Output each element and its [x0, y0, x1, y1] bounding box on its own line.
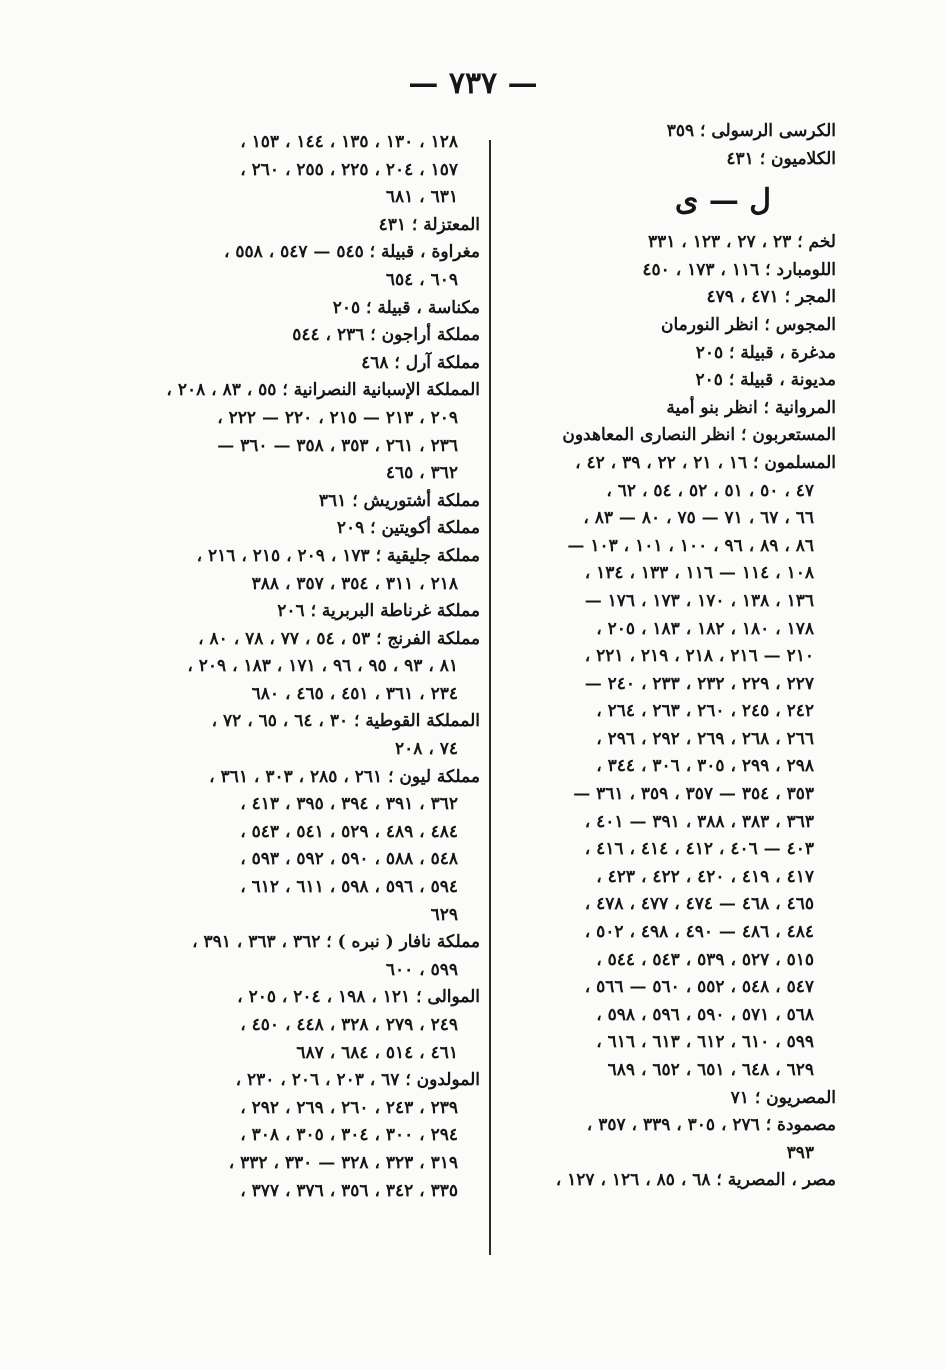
- index-entry: المسلمون ؛ ١٦ ، ٢١ ، ٢٢ ، ٣٩ ، ٤٢ ،: [575, 452, 836, 473]
- index-entry: مملكة آرل ؛ ٤٦٨: [361, 352, 480, 373]
- index-entry-continuation: ٤٦٥ ، ٤٦٨ — ٤٧٤ ، ٤٧٧ ، ٤٧٨ ،: [584, 894, 814, 915]
- index-entry-continuation: ١٢٨ ، ١٣٠ ، ١٣٥ ، ١٤٤ ، ١٥٣ ،: [240, 132, 458, 152]
- index-entry: مملكة جليقية ؛ ١٧٣ ، ٢٠٩ ، ٢١٥ ، ٢١٦ ،: [196, 545, 480, 566]
- index-entry: المروانية ؛ انظر بنو أمية: [666, 397, 836, 418]
- index-entry-continuation: ٢٣٦ ، ٢٦١ ، ٣٥٣ ، ٣٥٨ — ٣٦٠ —: [217, 435, 458, 456]
- index-entry: مملكة نافار ( نبره ) ؛ ٣٦٢ ، ٣٦٣ ، ٣٩١ ،: [192, 932, 480, 953]
- index-entry: المعتزلة ؛ ٤٣١: [378, 214, 480, 235]
- index-entry: مملكة أكويتين ؛ ٢٠٩: [336, 518, 480, 539]
- index-entry-continuation: ٤٨٤ ، ٤٨٦ — ٤٩٠ ، ٤٩٨ ، ٥٠٢ ،: [584, 922, 814, 943]
- index-entry: مملكة ليون ؛ ٢٦١ ، ٢٨٥ ، ٣٠٣ ، ٣٦١ ،: [209, 766, 480, 787]
- index-entry: مملكة الفرنج ؛ ٥٣ ، ٥٤ ، ٧٧ ، ٧٨ ، ٨٠ ،: [198, 628, 480, 649]
- index-entry-continuation: ٥١٥ ، ٥٢٧ ، ٥٣٩ ، ٥٤٣ ، ٥٤٤ ،: [596, 949, 814, 970]
- index-entry-continuation: ٤١٧ ، ٤١٩ ، ٤٢٠ ، ٤٢٢ ، ٤٢٣ ،: [596, 866, 814, 887]
- index-entry: مصمودة ؛ ٢٧٦ ، ٣٠٥ ، ٣٣٩ ، ٣٥٧ ،: [586, 1115, 836, 1136]
- index-entry-continuation: ٨١ ، ٩٣ ، ٩٥ ، ٩٦ ، ١٧١ ، ١٨٣ ، ٢٠٩ ،: [187, 656, 458, 677]
- index-entry-continuation: ٣٥٣ ، ٣٥٤ — ٣٥٧ ، ٣٥٩ ، ٣٦١ —: [573, 784, 814, 805]
- index-entry-continuation: ٤٠٣ — ٤٠٦ ، ٤١٢ ، ٤١٤ ، ٤١٦ ،: [584, 839, 814, 860]
- index-entry: لخم ؛ ٢٣ ، ٢٧ ، ١٢٣ ، ٣٣١: [647, 232, 836, 253]
- index-entry-continuation: ٥٩٩ ، ٦٠٠: [385, 959, 458, 980]
- index-entry-continuation: ٥٤٧ ، ٥٤٨ ، ٥٥٢ ، ٥٦٠ — ٥٦٦ ،: [584, 977, 814, 998]
- index-entry-continuation: ٦٣١ ، ٦٨١: [385, 187, 458, 208]
- index-entry-continuation: ٢٢٧ ، ٢٢٩ ، ٢٣٢ ، ٢٣٣ ، ٢٤٠ —: [584, 673, 814, 694]
- index-entry: مصر ، المصرية ؛ ٦٨ ، ٨٥ ، ١٢٦ ، ١٢٧ ،: [555, 1170, 836, 1191]
- index-entry: مملكة أراجون ؛ ٢٣٦ ، ٥٤٤: [292, 325, 480, 346]
- index-entry: المجر ؛ ٤٧١ ، ٤٧٩: [706, 287, 836, 308]
- index-entry-continuation: ١٠٨ ، ١١٤ — ١١٦ ، ١٣٣ ، ١٣٤ ،: [584, 563, 814, 584]
- index-entry-continuation: ١٧٨ ، ١٨٠ ، ١٨٢ ، ١٨٣ ، ٢٠٥ ،: [596, 618, 814, 639]
- index-entry-continuation: ٣٣٥ ، ٣٤٢ ، ٣٥٦ ، ٣٧٦ ، ٣٧٧ ،: [240, 1180, 458, 1201]
- left-column: [150, 129, 480, 1205]
- index-entry-continuation: ٤٦١ ، ٥١٤ ، ٦٨٤ ، ٦٨٧: [296, 1042, 458, 1063]
- index-entry: مديونة ، قبيلة ؛ ٢٠٥: [695, 370, 836, 391]
- index-entry: مدغرة ، قبيلة ؛ ٢٠٥: [695, 342, 836, 363]
- index-entry-continuation: ٨٦ ، ٨٩ ، ٩٦ ، ١٠٠ ، ١٠١ ، ١٠٣ —: [567, 535, 814, 556]
- index-entry-continuation: ٣٩٣: [786, 1142, 814, 1163]
- index-entry-continuation: ٦٢٩: [430, 904, 458, 925]
- index-entry: المصريون ؛ ٧١: [730, 1087, 836, 1108]
- index-entry-continuation: ٢٣٩ ، ٢٤٣ ، ٢٦٠ ، ٢٦٩ ، ٢٩٢ ،: [240, 1097, 458, 1118]
- index-entry-continuation: ٢٩٨ ، ٢٩٩ ، ٣٠٥ ، ٣٠٦ ، ٣٤٤ ،: [596, 756, 814, 777]
- index-entry-continuation: ٧٤ ، ٢٠٨: [395, 739, 458, 760]
- index-entry: الموالى ؛ ١٢١ ، ١٩٨ ، ٢٠٤ ، ٢٠٥ ،: [237, 987, 480, 1008]
- index-entry-continuation: ٢١٨ ، ٣١١ ، ٣٥٤ ، ٣٥٧ ، ٣٨٨: [251, 573, 458, 594]
- index-entry-continuation: ٢٦٦ ، ٢٦٨ ، ٢٦٩ ، ٢٩٢ ، ٢٩٦ ،: [596, 728, 814, 749]
- index-entry: الكلاميون ؛ ٤٣١: [726, 148, 836, 169]
- index-entry-continuation: ٥٤٨ ، ٥٨٨ ، ٥٩٠ ، ٥٩٢ ، ٥٩٣ ،: [240, 849, 458, 870]
- index-entry-continuation: ١٥٧ ، ٢٠٤ ، ٢٢٥ ، ٢٥٥ ، ٢٦٠ ،: [240, 159, 458, 180]
- index-entry-continuation: ٦٠٩ ، ٦٥٤: [385, 269, 458, 290]
- index-entry-continuation: ٣٦٢ ، ٤٦٥: [385, 463, 458, 484]
- right-column: [520, 118, 836, 1195]
- index-entry-continuation: ٢٠٩ ، ٢١٣ — ٢١٥ ، ٢٢٠ — ٢٢٢ ،: [217, 407, 458, 428]
- index-entry: مملكة أشتوريش ؛ ٣٦١: [318, 490, 480, 511]
- index-entry: الكرسى الرسولى ؛ ٣٥٩: [666, 121, 836, 141]
- index-entry-continuation: ٣٦٣ ، ٣٨٣ ، ٣٨٨ ، ٣٩١ — ٤٠١ ،: [584, 811, 814, 832]
- index-entry: اللومبارد ؛ ١١٦ ، ١٧٣ ، ٤٥٠: [642, 259, 836, 280]
- index-entry: المملكة القوطية ؛ ٣٠ ، ٦٤ ، ٦٥ ، ٧٢ ،: [211, 711, 480, 732]
- index-entry-continuation: ٢١٠ — ٢١٦ ، ٢١٨ ، ٢١٩ ، ٢٢١ ،: [584, 646, 814, 667]
- index-entry-continuation: ٥٦٨ ، ٥٧١ ، ٥٩٠ ، ٥٩٦ ، ٥٩٨ ،: [596, 1004, 814, 1025]
- index-entry-continuation: ٣١٩ ، ٣٢٣ ، ٣٢٨ — ٣٣٠ ، ٣٣٢ ،: [228, 1152, 458, 1173]
- index-entry-continuation: ٦٦ ، ٦٧ ، ٧١ — ٧٥ ، ٨٠ — ٨٣ ،: [583, 508, 814, 529]
- index-entry: المستعربون ؛ انظر النصارى المعاهدون: [562, 425, 836, 446]
- index-entry: مغراوة ، قبيلة ؛ ٥٤٥ — ٥٤٧ ، ٥٥٨ ،: [223, 242, 480, 263]
- index-entry-continuation: ٤٧ ، ٥٠ ، ٥١ ، ٥٢ ، ٥٤ ، ٦٢ ،: [606, 480, 814, 501]
- section-heading: ل — ى: [674, 183, 772, 219]
- index-entry-continuation: ٢٤٩ ، ٢٧٩ ، ٣٢٨ ، ٤٤٨ ، ٤٥٠ ،: [240, 1015, 458, 1035]
- index-entry: المولدون ؛ ٦٧ ، ٢٠٣ ، ٢٠٦ ، ٢٣٠ ،: [235, 1070, 480, 1091]
- index-entry: المملكة الإسبانية النصرانية ؛ ٥٥ ، ٨٣ ، ٢٠٨ ،: [166, 380, 480, 401]
- index-entry-continuation: ٢٩٤ ، ٣٠٠ ، ٣٠٤ ، ٣٠٥ ، ٣٠٨ ،: [240, 1125, 458, 1146]
- page-number: — ٧٣٧ —: [408, 66, 538, 101]
- index-entry-continuation: ١٣٦ ، ١٣٨ ، ١٧٠ ، ١٧٣ ، ١٧٦ —: [584, 590, 814, 611]
- column-divider: [489, 140, 491, 1255]
- index-entry: مكناسة ، قبيلة ؛ ٢٠٥: [332, 297, 480, 318]
- index-entry: المجوس ؛ انظر النورمان: [661, 314, 836, 335]
- index-entry-continuation: ٥٩٩ ، ٦١٠ ، ٦١٢ ، ٦١٣ ، ٦١٦ ،: [596, 1032, 814, 1053]
- index-entry-continuation: ٢٤٢ ، ٢٤٥ ، ٢٦٠ ، ٢٦٣ ، ٢٦٤ ،: [596, 701, 814, 722]
- index-entry-continuation: ٣٦٢ ، ٣٩١ ، ٣٩٤ ، ٣٩٥ ، ٤١٣ ،: [240, 794, 458, 815]
- index-entry-continuation: ٤٨٤ ، ٤٨٩ ، ٥٢٩ ، ٥٤١ ، ٥٤٣ ،: [240, 821, 458, 842]
- index-entry-continuation: ٢٣٤ ، ٣٦١ ، ٤٥١ ، ٤٦٥ ، ٦٨٠: [251, 683, 458, 704]
- index-entry-continuation: ٥٩٤ ، ٥٩٦ ، ٥٩٨ ، ٦١١ ، ٦١٢ ،: [240, 877, 458, 898]
- index-entry: مملكة غرناطة البربرية ؛ ٢٠٦: [277, 601, 480, 622]
- index-entry-continuation: ٦٢٩ ، ٦٤٨ ، ٦٥١ ، ٦٥٢ ، ٦٨٩: [607, 1060, 814, 1080]
